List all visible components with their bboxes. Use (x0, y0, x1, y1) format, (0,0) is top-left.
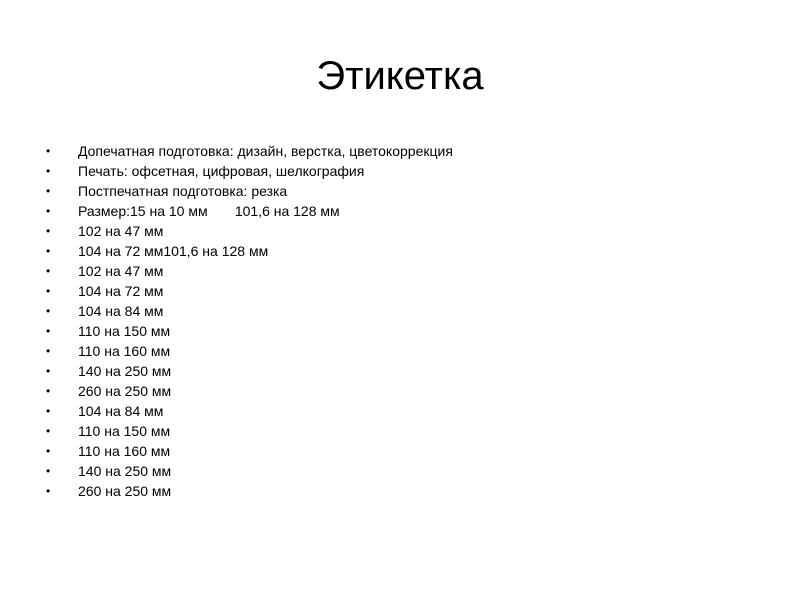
list-item (40, 321, 453, 341)
bullet-icon: • (46, 344, 51, 358)
list-item (40, 481, 453, 501)
list-item (40, 181, 453, 201)
list-item (40, 361, 453, 381)
bullet-icon: • (46, 244, 51, 258)
bullet-icon: • (46, 144, 51, 158)
list-item (40, 441, 453, 461)
list-item-text: 260 на 250 мм (78, 383, 172, 399)
list-item (40, 381, 453, 401)
bullet-icon: • (46, 304, 51, 318)
list-item-text: 104 на 72 мм101,6 на 128 мм (78, 243, 269, 259)
list-item (40, 281, 453, 301)
list-item-text: 102 на 47 мм (78, 263, 164, 279)
list-item (40, 161, 453, 181)
list-item-text: 110 на 160 мм (78, 343, 171, 359)
list-item-text: Допечатная подготовка: дизайн, верстка, цветокоррекция (78, 143, 453, 159)
list-item-text: 110 на 150 мм (78, 323, 171, 339)
list-item-text: 104 на 84 мм (78, 303, 164, 319)
bullet-icon: • (46, 464, 51, 478)
list-item-text: Постпечатная подготовка: резка (78, 183, 288, 199)
bullet-icon: • (46, 284, 51, 298)
list-item (40, 141, 453, 161)
list-item-text: 110 на 160 мм (78, 443, 171, 459)
bullet-icon: • (46, 204, 51, 218)
bullet-icon: • (46, 444, 51, 458)
list-item-text: Печать: офсетная, цифровая, шелкография (78, 163, 365, 179)
bullet-icon: • (46, 424, 51, 438)
list-item-text: 110 на 150 мм (78, 423, 171, 439)
bullet-icon: • (46, 264, 51, 278)
list-item (40, 221, 453, 241)
list-item (40, 201, 453, 221)
list-item-text: 104 на 72 мм (78, 283, 164, 299)
list-item (40, 461, 453, 481)
bullet-icon: • (46, 364, 51, 378)
list-item-text: 140 на 250 мм (78, 463, 172, 479)
bullet-icon: • (46, 224, 51, 238)
list-item-text: 140 на 250 мм (78, 363, 172, 379)
slide-title: Этикетка (316, 54, 484, 98)
list-item-text: 260 на 250 мм (78, 483, 172, 499)
bullet-icon: • (46, 404, 51, 418)
list-item (40, 241, 453, 261)
list-item-text: Размер:15 на 10 мм 101,6 на 128 мм (78, 203, 340, 219)
bullet-icon: • (46, 184, 51, 198)
list-item (40, 301, 453, 321)
list-item (40, 341, 453, 361)
bullet-icon: • (46, 164, 51, 178)
list-item (40, 421, 453, 441)
list-item-text: 104 на 84 мм (78, 403, 164, 419)
bullet-icon: • (46, 324, 51, 338)
bullet-list (40, 141, 453, 501)
list-item (40, 261, 453, 281)
bullet-icon: • (46, 384, 51, 398)
list-item (40, 401, 453, 421)
bullet-icon: • (46, 484, 51, 498)
list-item-text: 102 на 47 мм (78, 223, 164, 239)
